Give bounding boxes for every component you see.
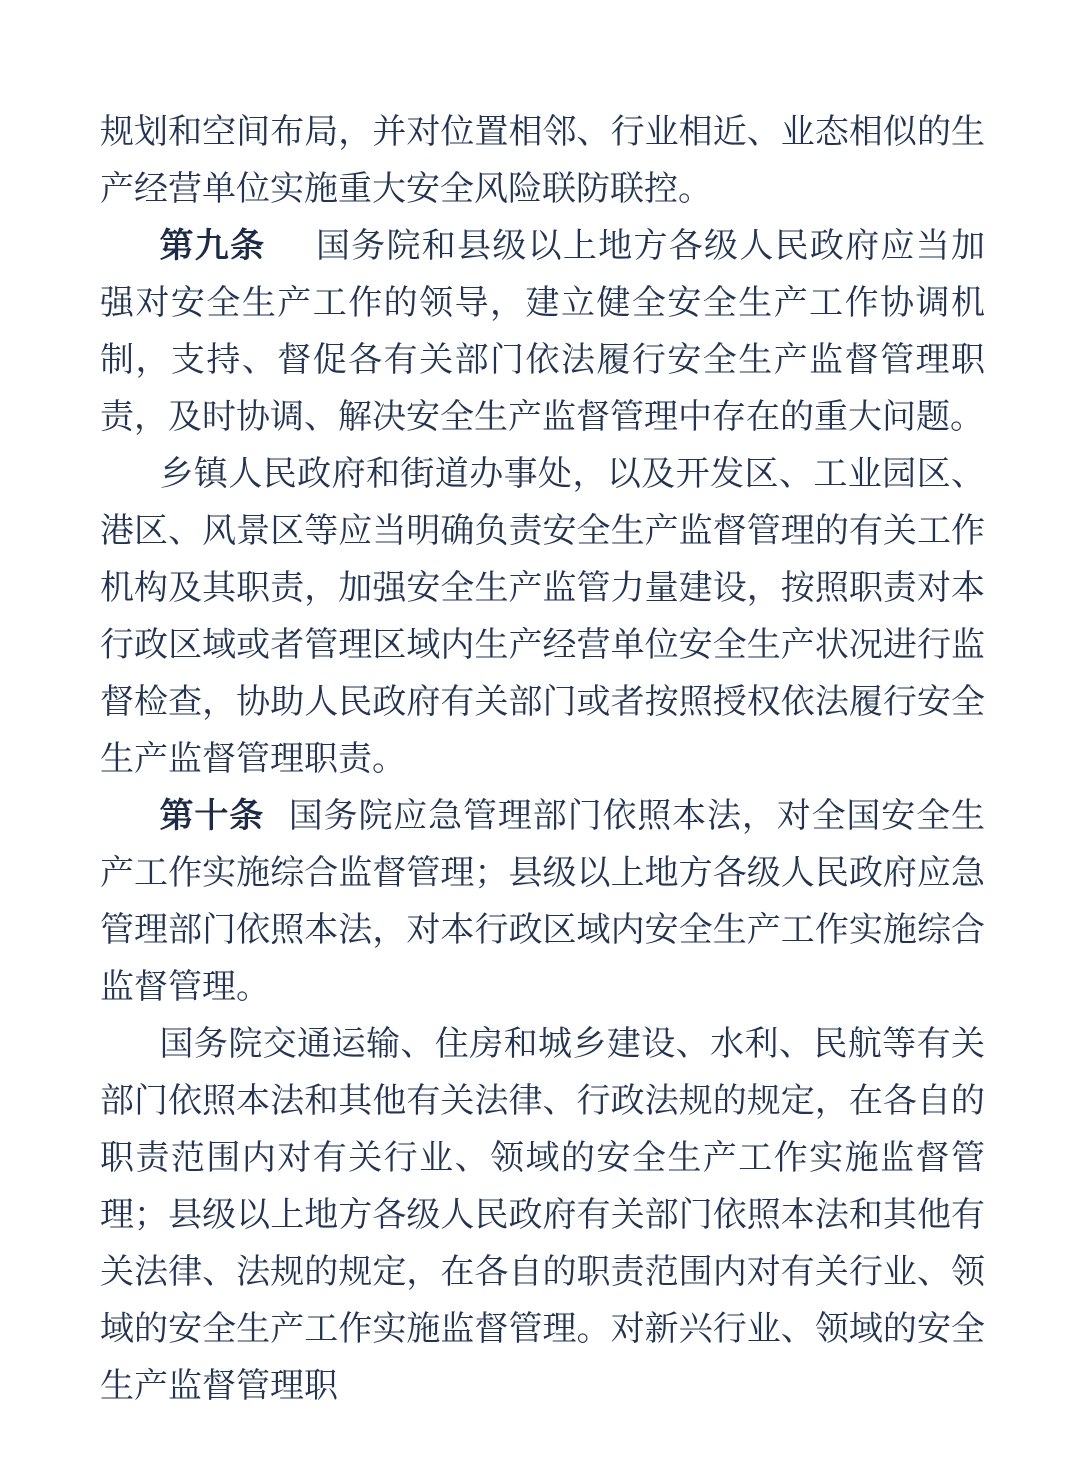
paragraph-article-9 [100, 218, 985, 446]
paragraph-article-9-clause-2 [100, 446, 985, 788]
paragraph-article-10-clause-2 [100, 1016, 985, 1415]
term-gap [265, 256, 314, 257]
paragraph-article-10 [100, 788, 985, 1016]
term-gap [264, 826, 288, 827]
paragraph-text: 国务院应急管理部门依照本法，对全国安全生产工作实施综合监督管理；县级以上地方各级人民政府应急管理部门依照本法，对本行政区域内安全生产工作实施综合监督管理。 [100, 798, 986, 1006]
article-10-number: 第十条 [159, 797, 265, 835]
paragraph-text: 规划和空间布局，并对位置相邻、行业相近、业态相似的生产经营单位实施重大安全风险联防联控。 [100, 114, 985, 208]
paragraph-text: 乡镇人民政府和街道办事处，以及开发区、工业园区、港区、风景区等应当明确负责安全生产监督管理的有关工作机构及其职责，加强安全生产监管力量建设，按照职责对本行政区域或者管理区域内生产经营单位安全生产状况进行监督检查，协助人民政府有关部门或者按照授权依法履行安全生产监督管理职责。 [100, 456, 985, 778]
paragraph-continuation [100, 104, 985, 218]
article-9-number: 第九条 [159, 227, 266, 265]
paragraph-text: 国务院交通运输、住房和城乡建设、水利、民航等有关部门依照本法和其他有关法律、行政法规的规定，在各自的职责范围内对有关行业、领域的安全生产工作实施监督管理；县级以上地方各级人民政府有关部门依照本法和其他有关法律、法规的规定，在各自的职责范围内对有关行业、领域的安全生产工作实施监督管理。对新兴行业、领域的安全生产监督管理职 [100, 1026, 985, 1405]
paragraph-text: 国务院和县级以上地方各级人民政府应当加强对安全生产工作的领导，建立健全安全生产工作协调机制，支持、督促各有关部门依法履行安全生产监督管理职责，及时协调、解决安全生产监督管理中存在的重大问题。 [100, 228, 986, 436]
